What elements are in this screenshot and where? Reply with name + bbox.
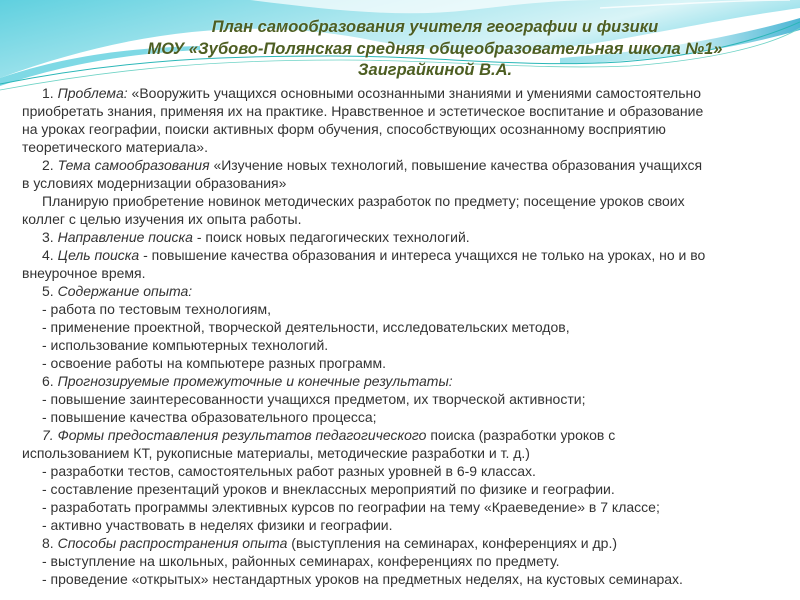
list-item: - использование компьютерных технологий.	[42, 337, 329, 353]
section-label: Проблема:	[57, 85, 128, 101]
section-label: Содержание опыта:	[57, 283, 193, 299]
list-item: - освоение работы на компьютере разных программ.	[42, 355, 387, 371]
section-number: 1.	[42, 85, 58, 101]
body-line: теоретического материала».	[22, 139, 208, 155]
list-item: - разработать программы элективных курсов по географии на тему «Краеведение» в 7 классе;	[42, 499, 660, 515]
section-text: «Изучение новых технологий, повышение качества образования учащихся	[209, 157, 703, 173]
title-line-1: План самообразования учителя географии и физики	[211, 18, 659, 36]
section-label: Способы распространения опыта	[57, 535, 288, 551]
slide-title	[0, 17, 800, 82]
section-1-line	[22, 84, 792, 102]
section-label: Тема самообразования	[57, 157, 210, 173]
list-item: - активно участвовать в неделях физики и географии.	[42, 517, 393, 533]
body-line: использованием КТ, рукописные материалы, методические разработки и т. д.)	[22, 445, 530, 461]
section-number: 2.	[42, 157, 58, 173]
title-line-3: Заиграйкиной В.А.	[357, 61, 513, 79]
section-text: поиска (разработки уроков с	[426, 427, 616, 443]
body-line: внеурочное время.	[22, 265, 146, 281]
list-item: - выступление на школьных, районных семинарах, конференциях по предмету.	[42, 553, 560, 569]
title-line-2: МОУ «Зубово-Полянская средняя общеобразовательная школа №1»	[147, 39, 723, 58]
section-text: - повышение качества образования и интереса учащихся не только на уроках, но и во	[139, 247, 706, 263]
body-line: на уроках географии, поиски активных форм обучения, способствующих осознанному восприятию	[22, 121, 666, 137]
list-item: - проведение «открытых» нестандартных уроков на предметных неделях, на кустовых семинарах.	[42, 571, 683, 587]
section-number: 8.	[42, 535, 58, 551]
section-text: «Вооружить учащихся основными осознанными знаниями и умениями самостоятельно	[127, 85, 702, 101]
list-item: - повышение заинтересованности учащихся предметом, их творческой активности;	[42, 391, 586, 407]
section-text: - поиск новых педагогических технологий.	[192, 229, 470, 245]
body-line: приобретать знания, применяя их на практике. Нравственное и эстетическое воспитание и образование	[22, 103, 704, 119]
list-item: - составление презентаций уроков и внеклассных мероприятий по физике и географии.	[42, 481, 615, 497]
section-number: 3.	[42, 229, 58, 245]
section-text: (выступления на семинарах, конференциях и др.)	[287, 535, 618, 551]
section-3-line	[22, 228, 792, 246]
section-5-line	[22, 282, 792, 300]
slide-body	[22, 84, 792, 588]
body-line: в условиях модернизации образования»	[22, 175, 287, 191]
list-item: - работа по тестовым технологиям,	[42, 301, 271, 317]
section-label: 7. Формы предоставления результатов педагогического	[42, 427, 427, 443]
section-number: 4.	[42, 247, 58, 263]
section-7-line	[22, 426, 792, 444]
section-number: 5.	[42, 283, 58, 299]
list-item: - разработки тестов, самостоятельных работ разных уровней в 6-9 классах.	[42, 463, 536, 479]
section-label: Направление поиска	[57, 229, 193, 245]
section-2-line	[22, 156, 792, 174]
section-4-line	[22, 246, 792, 264]
section-6-line	[22, 372, 792, 390]
body-line: коллег с целью изучения их опыта работы.	[22, 211, 302, 227]
section-number: 6.	[42, 373, 58, 389]
section-label: Прогнозируемые промежуточные и конечные результаты:	[57, 373, 453, 389]
list-item: - повышение качества образовательного процесса;	[42, 409, 377, 425]
section-8-line	[22, 534, 792, 552]
section-label: Цель поиска	[57, 247, 140, 263]
list-item: - применение проектной, творческой деятельности, исследовательских методов,	[42, 319, 570, 335]
body-line: Планирую приобретение новинок методических разработок по предмету; посещение уроков своих	[42, 193, 685, 209]
